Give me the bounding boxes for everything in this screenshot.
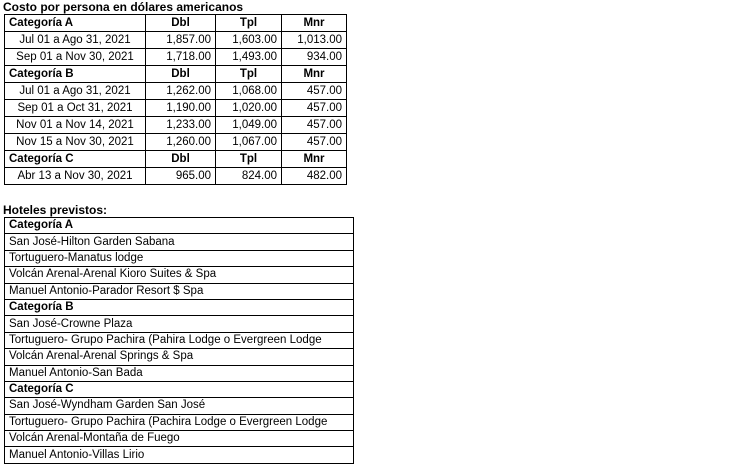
price-cell-mnr: 457.00 [282, 134, 347, 151]
price-cell-dbl: 1,857.00 [146, 32, 216, 49]
price-cell-dbl: 1,260.00 [146, 134, 216, 151]
table-row [5, 49, 347, 66]
price-cell-tpl: 1,603.00 [216, 32, 282, 49]
list-item [5, 250, 354, 266]
price-cell-tpl: 1,049.00 [216, 117, 282, 134]
hotel-cell: San José-Hilton Garden Sabana [5, 234, 354, 250]
date-range-cell: Nov 01 a Nov 14, 2021 [5, 117, 146, 134]
category-label: Categoría B [5, 66, 146, 83]
category-label: Categoría C [5, 151, 146, 168]
price-cell-tpl: 1,493.00 [216, 49, 282, 66]
category-label: Categoría C [5, 381, 354, 397]
price-cell-tpl: 824.00 [216, 168, 282, 185]
table-row [5, 134, 347, 151]
hotel-section-header [5, 299, 354, 315]
category-label: Categoría A [5, 15, 146, 32]
list-item [5, 398, 354, 414]
price-cell-mnr: 457.00 [282, 100, 347, 117]
date-range-cell: Sep 01 a Oct 31, 2021 [5, 100, 146, 117]
hotel-cell: Tortuguero- Grupo Pachira (Pachira Lodge o Evergreen Lodge [5, 414, 354, 430]
hotels-table [4, 217, 354, 464]
hotel-cell: San José-Crowne Plaza [5, 316, 354, 332]
table-row [5, 32, 347, 49]
table-row [5, 100, 347, 117]
list-item [5, 332, 354, 348]
price-cell-mnr: 457.00 [282, 83, 347, 100]
price-cell-dbl: 1,233.00 [146, 117, 216, 134]
hotel-section-header [5, 381, 354, 397]
hotels-title: Hoteles previstos: [3, 203, 108, 217]
hotel-cell: Tortuguero-Manatus lodge [5, 250, 354, 266]
cost-section-header [5, 15, 347, 32]
date-range-cell: Abr 13 a Nov 30, 2021 [5, 168, 146, 185]
hotel-cell: Tortuguero- Grupo Pachira (Pahira Lodge o Evergreen Lodge [5, 332, 354, 348]
hotel-cell: Manuel Antonio-San Bada [5, 365, 354, 381]
list-item [5, 349, 354, 365]
hotel-cell: San José-Wyndham Garden San José [5, 398, 354, 414]
list-item [5, 431, 354, 447]
price-cell-tpl: 1,067.00 [216, 134, 282, 151]
list-item [5, 267, 354, 283]
category-label: Categoría B [5, 299, 354, 315]
list-item [5, 365, 354, 381]
date-range-cell: Jul 01 a Ago 31, 2021 [5, 32, 146, 49]
price-cell-tpl: 1,068.00 [216, 83, 282, 100]
table-row [5, 168, 347, 185]
hotel-cell: Manuel Antonio-Villas Lirio [5, 447, 354, 463]
list-item [5, 316, 354, 332]
cost-section-header [5, 151, 347, 168]
list-item [5, 447, 354, 463]
price-cell-mnr: 934.00 [282, 49, 347, 66]
table-row [5, 83, 347, 100]
list-item [5, 283, 354, 299]
price-cell-tpl: 1,020.00 [216, 100, 282, 117]
cost-section-header [5, 66, 347, 83]
hotel-cell: Volcán Arenal-Arenal Kioro Suites & Spa [5, 267, 354, 283]
price-cell-dbl: 1,190.00 [146, 100, 216, 117]
cost-table [4, 14, 347, 185]
price-cell-dbl: 1,262.00 [146, 83, 216, 100]
column-header-mnr: Mnr [282, 151, 347, 168]
category-label: Categoría A [5, 218, 354, 234]
hotel-cell: Manuel Antonio-Parador Resort $ Spa [5, 283, 354, 299]
column-header-tpl: Tpl [216, 15, 282, 32]
column-header-mnr: Mnr [282, 15, 347, 32]
list-item [5, 414, 354, 430]
hotel-cell: Volcán Arenal-Arenal Springs & Spa [5, 349, 354, 365]
column-header-mnr: Mnr [282, 66, 347, 83]
hotel-section-header [5, 218, 354, 234]
price-cell-mnr: 457.00 [282, 117, 347, 134]
price-cell-dbl: 1,718.00 [146, 49, 216, 66]
cost-table-title: Costo por persona en dólares americanos [3, 0, 244, 14]
date-range-cell: Sep 01 a Nov 30, 2021 [5, 49, 146, 66]
date-range-cell: Nov 15 a Nov 30, 2021 [5, 134, 146, 151]
column-header-dbl: Dbl [146, 151, 216, 168]
table-row [5, 117, 347, 134]
column-header-dbl: Dbl [146, 66, 216, 83]
price-cell-mnr: 482.00 [282, 168, 347, 185]
column-header-dbl: Dbl [146, 15, 216, 32]
column-header-tpl: Tpl [216, 151, 282, 168]
price-cell-mnr: 1,013.00 [282, 32, 347, 49]
price-cell-dbl: 965.00 [146, 168, 216, 185]
hotel-cell: Volcán Arenal-Montaña de Fuego [5, 431, 354, 447]
list-item [5, 234, 354, 250]
date-range-cell: Jul 01 a Ago 31, 2021 [5, 83, 146, 100]
column-header-tpl: Tpl [216, 66, 282, 83]
